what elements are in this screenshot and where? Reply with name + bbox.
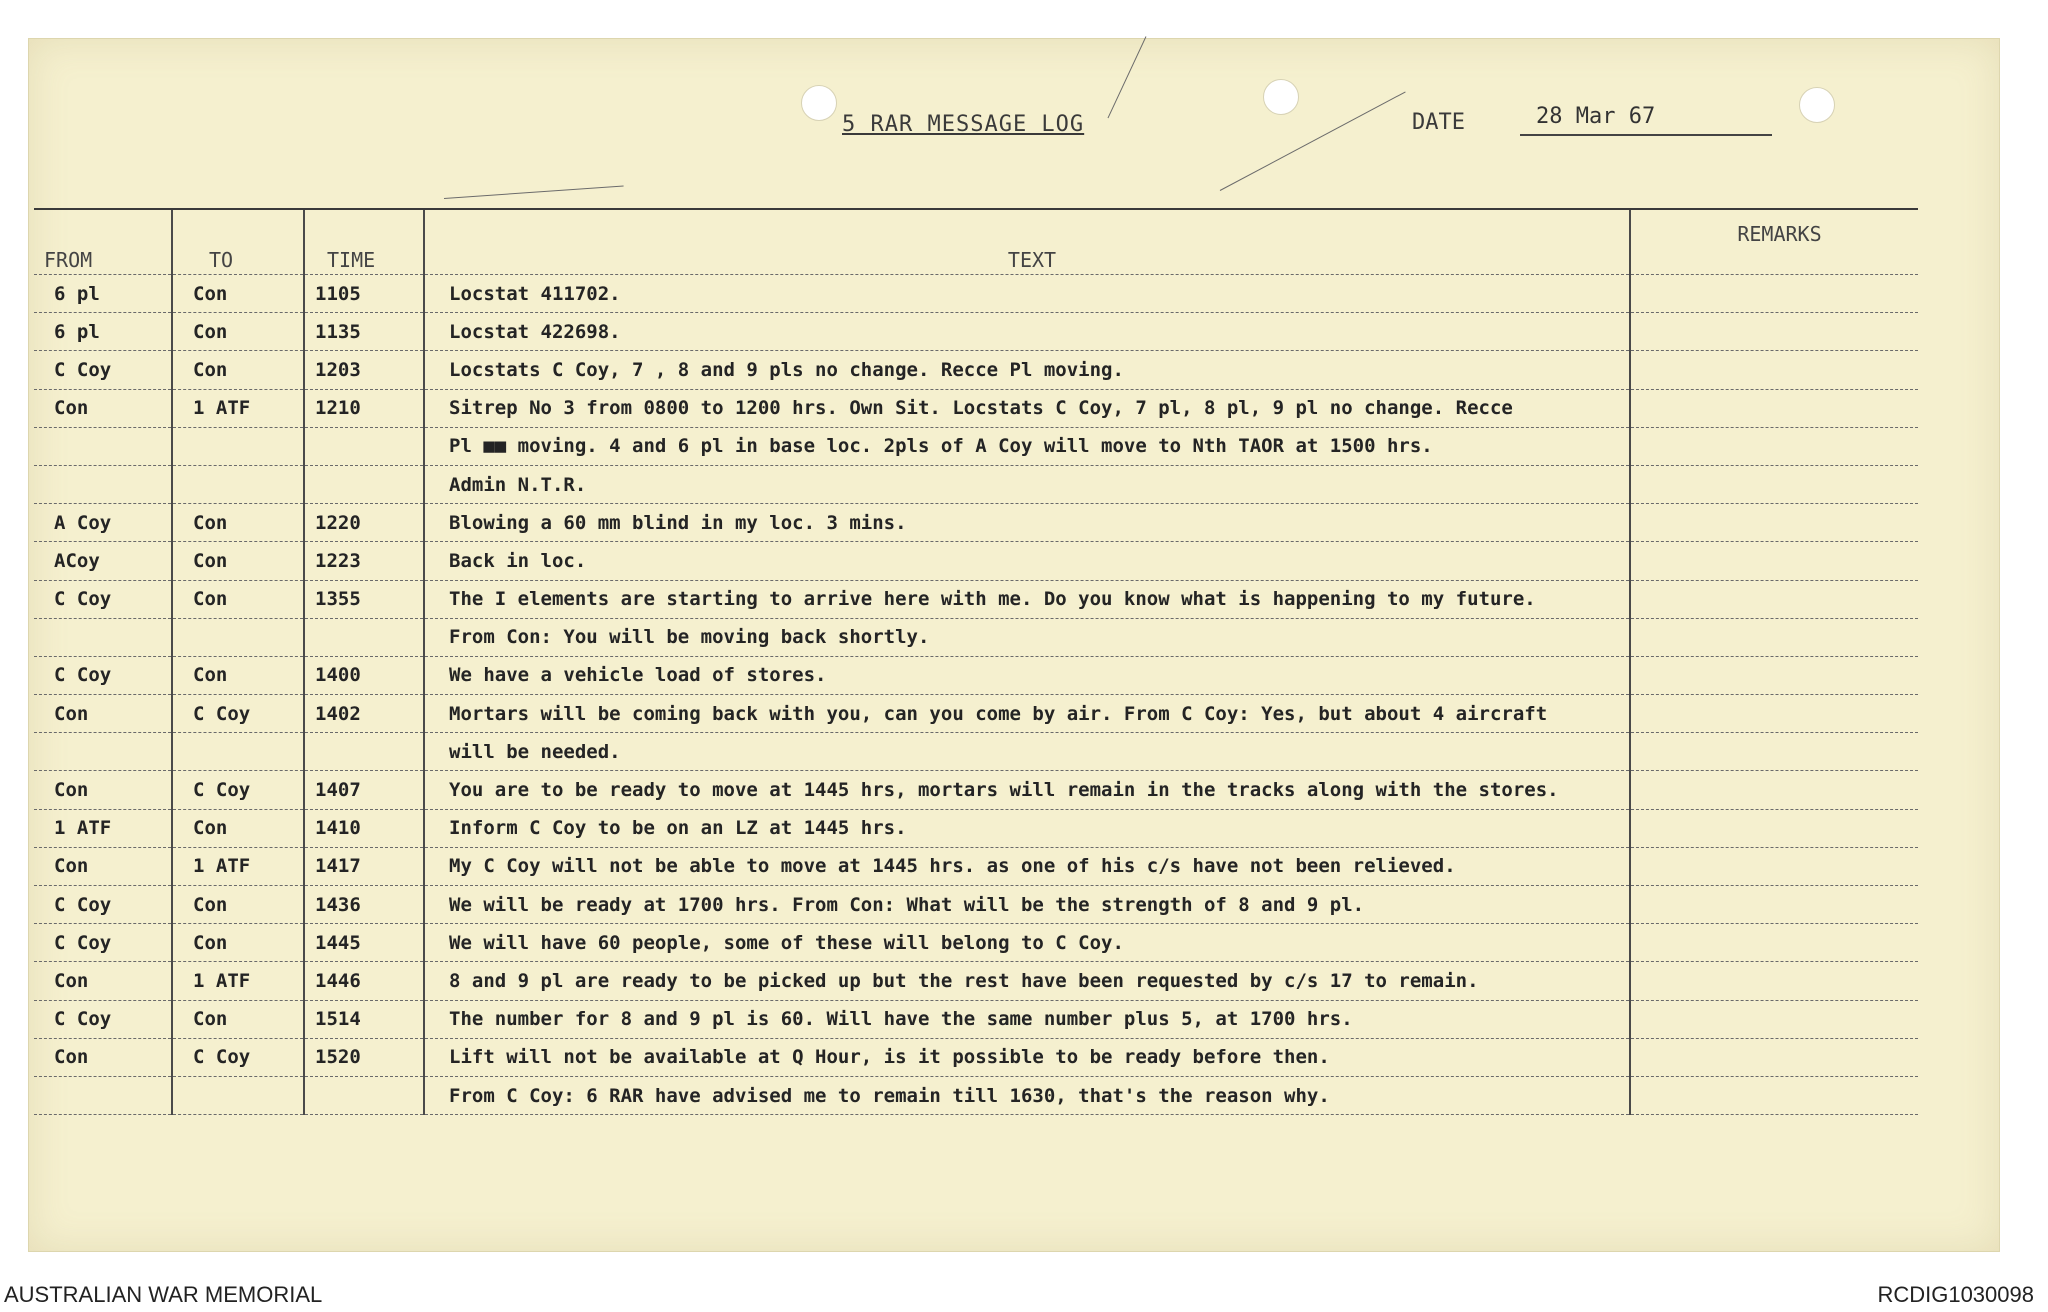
footer-id: RCDIG1030098 bbox=[1877, 1282, 2034, 1307]
date-value: 28 Mar 67 bbox=[1520, 104, 1772, 136]
cell-from: Con bbox=[34, 389, 172, 427]
cell-from: C Coy bbox=[34, 924, 172, 962]
cell-time bbox=[304, 465, 424, 503]
table-row bbox=[34, 389, 1918, 427]
cell-from bbox=[34, 465, 172, 503]
cell-remarks bbox=[1630, 1000, 1918, 1038]
cell-remarks bbox=[1630, 847, 1918, 885]
cell-remarks bbox=[1630, 618, 1918, 656]
cell-to: C Coy bbox=[172, 1038, 304, 1076]
cell-text: Lift will not be available at Q Hour, is it possible to be ready before then. bbox=[424, 1038, 1630, 1076]
message-log-table bbox=[34, 208, 1918, 1115]
header-to: TO bbox=[172, 209, 304, 275]
table-row bbox=[34, 771, 1918, 809]
cell-remarks bbox=[1630, 1038, 1918, 1076]
cell-from bbox=[34, 618, 172, 656]
cell-time: 1135 bbox=[304, 313, 424, 351]
cell-remarks bbox=[1630, 733, 1918, 771]
cell-remarks bbox=[1630, 465, 1918, 503]
cell-text: Mortars will be coming back with you, can you come by air. From C Coy: Yes, but about 4 aircraft bbox=[424, 695, 1630, 733]
cell-from: Con bbox=[34, 1038, 172, 1076]
cell-to: Con bbox=[172, 886, 304, 924]
cell-text: From C Coy: 6 RAR have advised me to remain till 1630, that's the reason why. bbox=[424, 1076, 1630, 1114]
cell-remarks bbox=[1630, 580, 1918, 618]
cell-to: Con bbox=[172, 275, 304, 313]
cell-text: The number for 8 and 9 pl is 60. Will have the same number plus 5, at 1700 hrs. bbox=[424, 1000, 1630, 1038]
cell-text: Back in loc. bbox=[424, 542, 1630, 580]
table-row bbox=[34, 924, 1918, 962]
cell-time bbox=[304, 733, 424, 771]
cell-from: 6 pl bbox=[34, 313, 172, 351]
punch-hole-left bbox=[801, 85, 837, 121]
cell-from bbox=[34, 427, 172, 465]
cell-to: C Coy bbox=[172, 771, 304, 809]
table-row bbox=[34, 542, 1918, 580]
cell-from bbox=[34, 733, 172, 771]
cell-time bbox=[304, 1076, 424, 1114]
header-text: TEXT bbox=[424, 209, 1630, 275]
cell-remarks bbox=[1630, 809, 1918, 847]
cell-time: 1220 bbox=[304, 504, 424, 542]
cell-to bbox=[172, 465, 304, 503]
cell-remarks bbox=[1630, 695, 1918, 733]
table-row bbox=[34, 1076, 1918, 1114]
cell-time: 1445 bbox=[304, 924, 424, 962]
cell-text: Inform C Coy to be on an LZ at 1445 hrs. bbox=[424, 809, 1630, 847]
table-row bbox=[34, 1000, 1918, 1038]
cell-to: Con bbox=[172, 580, 304, 618]
cell-time: 1105 bbox=[304, 275, 424, 313]
cell-from: 6 pl bbox=[34, 275, 172, 313]
date-label: DATE bbox=[1412, 110, 1465, 135]
cell-to bbox=[172, 1076, 304, 1114]
cell-text: Pl ■■ moving. 4 and 6 pl in base loc. 2pls of A Coy will move to Nth TAOR at 1500 hrs. bbox=[424, 427, 1630, 465]
cell-time: 1436 bbox=[304, 886, 424, 924]
cell-time: 1203 bbox=[304, 351, 424, 389]
cell-from: ACoy bbox=[34, 542, 172, 580]
table-row bbox=[34, 465, 1918, 503]
cell-remarks bbox=[1630, 771, 1918, 809]
table-row bbox=[34, 733, 1918, 771]
cell-text: Blowing a 60 mm blind in my loc. 3 mins. bbox=[424, 504, 1630, 542]
footer-source: AUSTRALIAN WAR MEMORIAL bbox=[4, 1282, 323, 1307]
table-row bbox=[34, 809, 1918, 847]
log-title: 5 RAR MESSAGE LOG bbox=[842, 112, 1085, 137]
table-row bbox=[34, 313, 1918, 351]
cell-to: 1 ATF bbox=[172, 847, 304, 885]
cell-from: Con bbox=[34, 847, 172, 885]
cell-text: From Con: You will be moving back shortly. bbox=[424, 618, 1630, 656]
table-row bbox=[34, 275, 1918, 313]
header-from: FROM bbox=[34, 209, 172, 275]
cell-remarks bbox=[1630, 389, 1918, 427]
cell-to: Con bbox=[172, 504, 304, 542]
cell-time: 1514 bbox=[304, 1000, 424, 1038]
header-remarks: REMARKS bbox=[1630, 209, 1918, 275]
cell-remarks bbox=[1630, 351, 1918, 389]
cell-remarks bbox=[1630, 542, 1918, 580]
cell-remarks bbox=[1630, 962, 1918, 1000]
cell-to bbox=[172, 618, 304, 656]
cell-to: Con bbox=[172, 313, 304, 351]
table-row bbox=[34, 962, 1918, 1000]
cell-time bbox=[304, 427, 424, 465]
cell-remarks bbox=[1630, 504, 1918, 542]
cell-remarks bbox=[1630, 275, 1918, 313]
cell-text: The I elements are starting to arrive here with me. Do you know what is happening to my future. bbox=[424, 580, 1630, 618]
cell-from: C Coy bbox=[34, 351, 172, 389]
cell-text: 8 and 9 pl are ready to be picked up but the rest have been requested by c/s 17 to remain. bbox=[424, 962, 1630, 1000]
cell-text: Sitrep No 3 from 0800 to 1200 hrs. Own Sit. Locstats C Coy, 7 pl, 8 pl, 9 pl no change. Recce bbox=[424, 389, 1630, 427]
cell-text: My C Coy will not be able to move at 1445 hrs. as one of his c/s have not been relieved. bbox=[424, 847, 1630, 885]
cell-remarks bbox=[1630, 427, 1918, 465]
punch-hole-right bbox=[1799, 87, 1835, 123]
cell-remarks bbox=[1630, 656, 1918, 694]
cell-time: 1210 bbox=[304, 389, 424, 427]
cell-time: 1400 bbox=[304, 656, 424, 694]
table-row bbox=[34, 847, 1918, 885]
cell-to: Con bbox=[172, 924, 304, 962]
cell-remarks bbox=[1630, 313, 1918, 351]
cell-text: Locstat 411702. bbox=[424, 275, 1630, 313]
cell-remarks bbox=[1630, 1076, 1918, 1114]
table-row bbox=[34, 427, 1918, 465]
cell-time: 1410 bbox=[304, 809, 424, 847]
table-row bbox=[34, 504, 1918, 542]
cell-remarks bbox=[1630, 924, 1918, 962]
cell-to bbox=[172, 427, 304, 465]
table-header-row bbox=[34, 209, 1918, 275]
table-row bbox=[34, 656, 1918, 694]
cell-text: You are to be ready to move at 1445 hrs, mortars will remain in the tracks along with the stores. bbox=[424, 771, 1630, 809]
header-time: TIME bbox=[304, 209, 424, 275]
cell-to: Con bbox=[172, 1000, 304, 1038]
cell-from: Con bbox=[34, 962, 172, 1000]
cell-from bbox=[34, 1076, 172, 1114]
table-row bbox=[34, 695, 1918, 733]
cell-from: 1 ATF bbox=[34, 809, 172, 847]
cell-from: C Coy bbox=[34, 656, 172, 694]
cell-time: 1520 bbox=[304, 1038, 424, 1076]
table-row bbox=[34, 1038, 1918, 1076]
cell-to: 1 ATF bbox=[172, 962, 304, 1000]
cell-text: We will have 60 people, some of these will belong to C Coy. bbox=[424, 924, 1630, 962]
cell-from: A Coy bbox=[34, 504, 172, 542]
cell-time: 1355 bbox=[304, 580, 424, 618]
cell-time: 1407 bbox=[304, 771, 424, 809]
cell-to bbox=[172, 733, 304, 771]
cell-time: 1223 bbox=[304, 542, 424, 580]
cell-text: Locstats C Coy, 7 , 8 and 9 pls no change. Recce Pl moving. bbox=[424, 351, 1630, 389]
table-row bbox=[34, 618, 1918, 656]
cell-to: C Coy bbox=[172, 695, 304, 733]
cell-time: 1417 bbox=[304, 847, 424, 885]
table-body bbox=[34, 275, 1918, 1115]
cell-to: Con bbox=[172, 351, 304, 389]
cell-remarks bbox=[1630, 886, 1918, 924]
cell-time bbox=[304, 618, 424, 656]
cell-from: C Coy bbox=[34, 886, 172, 924]
cell-text: Locstat 422698. bbox=[424, 313, 1630, 351]
cell-text: Admin N.T.R. bbox=[424, 465, 1630, 503]
cell-time: 1446 bbox=[304, 962, 424, 1000]
table-row bbox=[34, 886, 1918, 924]
cell-to: Con bbox=[172, 656, 304, 694]
cell-from: Con bbox=[34, 695, 172, 733]
table-row bbox=[34, 580, 1918, 618]
punch-hole-center bbox=[1263, 79, 1299, 115]
cell-from: C Coy bbox=[34, 580, 172, 618]
cell-time: 1402 bbox=[304, 695, 424, 733]
cell-text: will be needed. bbox=[424, 733, 1630, 771]
cell-text: We will be ready at 1700 hrs. From Con: What will be the strength of 8 and 9 pl. bbox=[424, 886, 1630, 924]
cell-from: Con bbox=[34, 771, 172, 809]
cell-from: C Coy bbox=[34, 1000, 172, 1038]
cell-to: Con bbox=[172, 809, 304, 847]
table-row bbox=[34, 351, 1918, 389]
cell-text: We have a vehicle load of stores. bbox=[424, 656, 1630, 694]
cell-to: 1 ATF bbox=[172, 389, 304, 427]
cell-to: Con bbox=[172, 542, 304, 580]
